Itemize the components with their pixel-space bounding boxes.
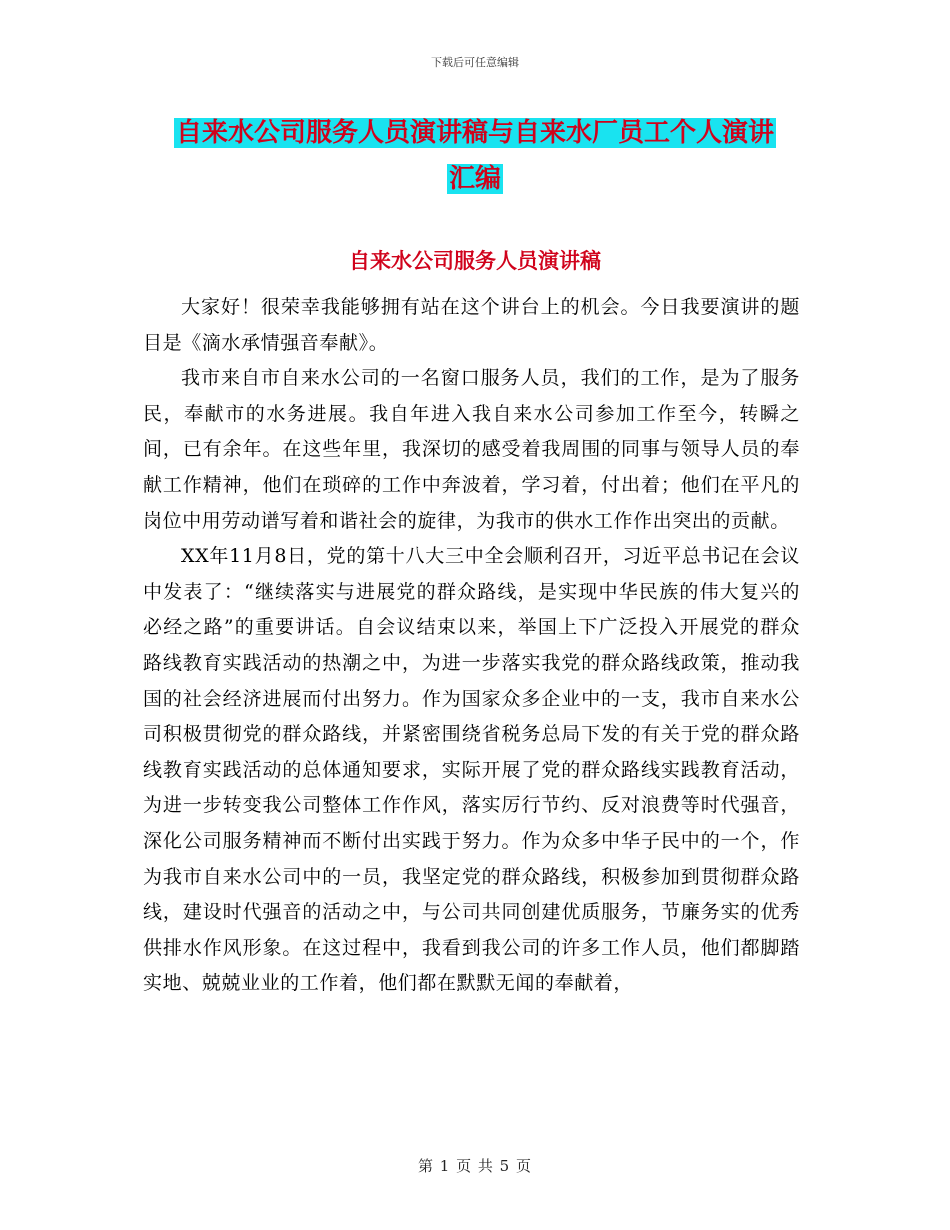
- document-body: [143, 290, 800, 1002]
- page-header-note: 下载后可任意编辑: [431, 56, 519, 69]
- paragraph-3: XX年11月8日，党的第十八大三中全会顺利召开，习近平总书记在会议中发表了：“继续落实与进展党的群众路线，是实现中华民族的伟大复兴的必经之路”的重要讲话。自会议结束以来，举国上下广泛投入开展党的群众路线教育实践活动的热潮之中，为进一步落实我党的群众路线政策，推动我国的社会经济进展而付出努力。作为国家众多企业中的一支，我市自来水公司积极贯彻党的群众路线，并紧密围绕省税务总局下发的有关于党的群众路线教育实践活动的总体通知要求，实际开展了党的群众路线实践教育活动，为进一步转变我公司整体工作作风，落实厉行节约、反对浪费等时代强音，深化公司服务精神而不断付出实践于努力。作为众多中华子民中的一个，作为我市自来水公司中的一员，我坚定党的群众路线，积极参加到贯彻群众路线，建设时代强音的活动之中，与公司共同创建优质服务，节廉务实的优秀供排水作风形象。在这过程中，我看到我公司的许多工作人员，他们都脚踏实地、兢兢业业的工作着，他们都在默默无闻的奉献着，: [143, 545, 800, 995]
- page-number-footer: 第 1 页 共 5 页: [418, 1157, 532, 1175]
- section-title: 自来水公司服务人员演讲稿: [349, 249, 601, 273]
- document-title: [140, 110, 810, 202]
- document-title-line1: 自来水公司服务人员演讲稿与自来水厂员工个人演讲: [175, 118, 774, 148]
- paragraph-2: 我市来自市自来水公司的一名窗口服务人员，我们的工作，是为了服务民，奉献市的水务进展。我自年进入我自来水公司参加工作至今，转瞬之间，已有余年。在这些年里，我深切的感受着我周围的同事与领导人员的奉献工作精神，他们在琐碎的工作中奔波着，学习着，付出着；他们在平凡的岗位中用劳动谱写着和谐社会的旋律，为我市的供水工作作出突出的贡献。: [143, 367, 800, 532]
- document-title-line2: 汇编: [448, 164, 501, 194]
- paragraph-1: 大家好！很荣幸我能够拥有站在这个讲台上的机会。今日我要演讲的题目是《滴水承情强音奉献》。: [143, 296, 800, 354]
